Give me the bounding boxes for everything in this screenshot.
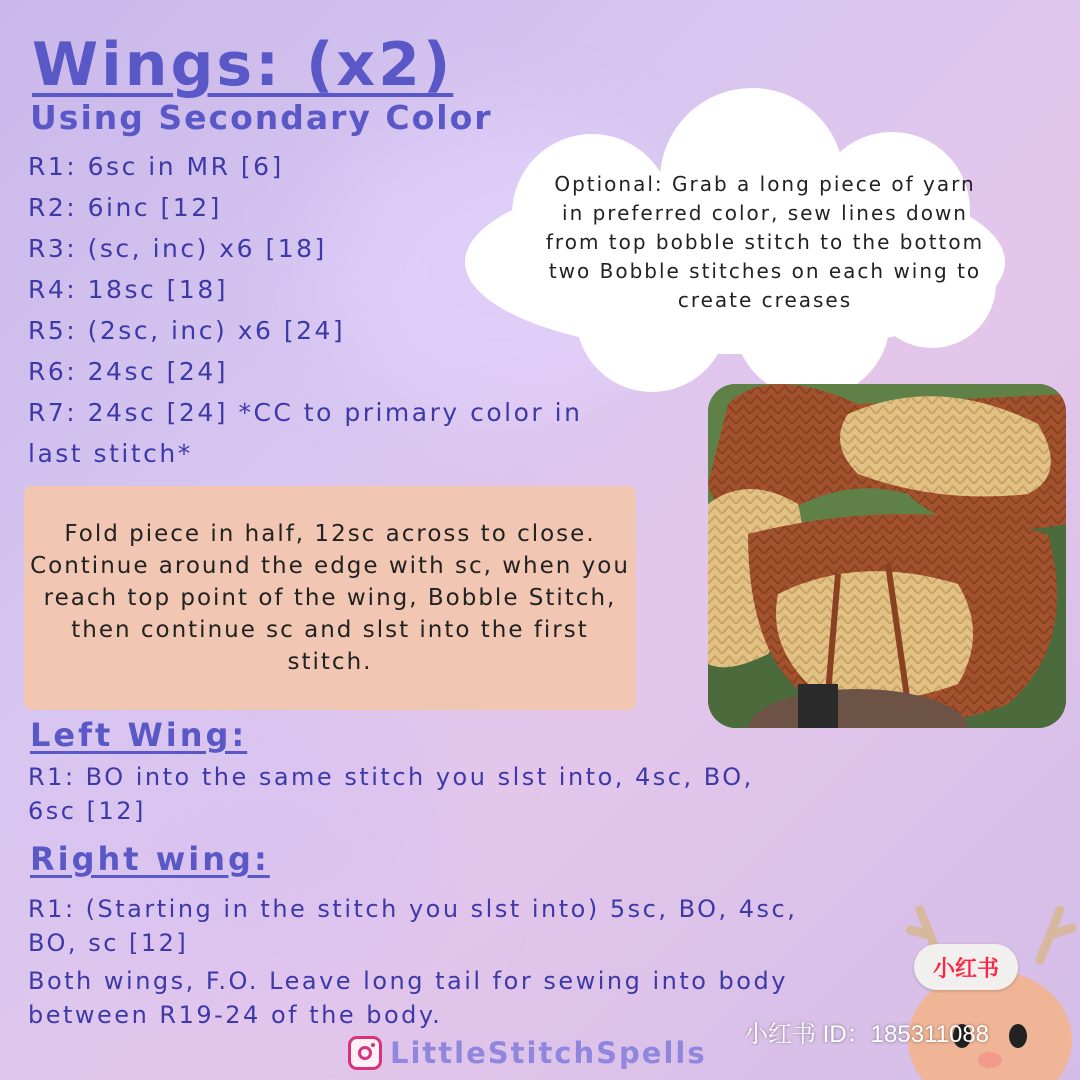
- watermark-id: 小红书 ID：185311088: [744, 1021, 990, 1048]
- social-handle-text: LittleStitchSpells: [390, 1036, 707, 1070]
- wings-photo-illustration: [708, 384, 1066, 728]
- round-item: R2: 6inc [12]: [28, 193, 222, 222]
- crochet-wings-photo: [708, 384, 1066, 728]
- round-item: R4: 18sc [18]: [28, 275, 228, 304]
- fold-instructions-box: [24, 486, 636, 710]
- round-item: R5: (2sc, inc) x6 [24]: [28, 316, 346, 345]
- social-handle: [348, 1036, 707, 1070]
- cloud-callout-text: Optional: Grab a long piece of yarn in preferred color, sew lines down from top bobble stitch to the bottom two Bobble stitches on each wing to create creases: [545, 172, 985, 312]
- round-item: R3: (sc, inc) x6 [18]: [28, 234, 327, 263]
- finishing-instructions: Both wings, F.O. Leave long tail for sewing into body between R19-24 of the body.: [28, 967, 788, 1029]
- left-wing-heading: Left Wing:: [30, 716, 248, 754]
- round-item: R7: 24sc [24] *CC to primary color in last stitch*: [28, 398, 583, 468]
- xiaohongshu-logo: 小红书: [914, 944, 1018, 990]
- right-wing-heading: Right wing:: [30, 840, 270, 878]
- round-item: R6: 24sc [24]: [28, 357, 228, 386]
- page-subtitle: Using Secondary Color: [30, 98, 493, 137]
- instagram-icon: [348, 1036, 382, 1070]
- round-item: R1: 6sc in MR [6]: [28, 152, 284, 181]
- fold-instructions-text: Fold piece in half, 12sc across to close. Continue around the edge with sc, when you reach top point of the wing, Bobble Stitch, then continue sc and slst into the first stitch.: [30, 521, 630, 675]
- left-wing-instructions: R1: BO into the same stitch you slst into, 4sc, BO, 6sc [12]: [28, 763, 754, 825]
- right-wing-instructions: R1: (Starting in the stitch you slst into) 5sc, BO, 4sc, BO, sc [12]: [28, 895, 798, 957]
- page-title: Wings: (x2): [32, 30, 454, 100]
